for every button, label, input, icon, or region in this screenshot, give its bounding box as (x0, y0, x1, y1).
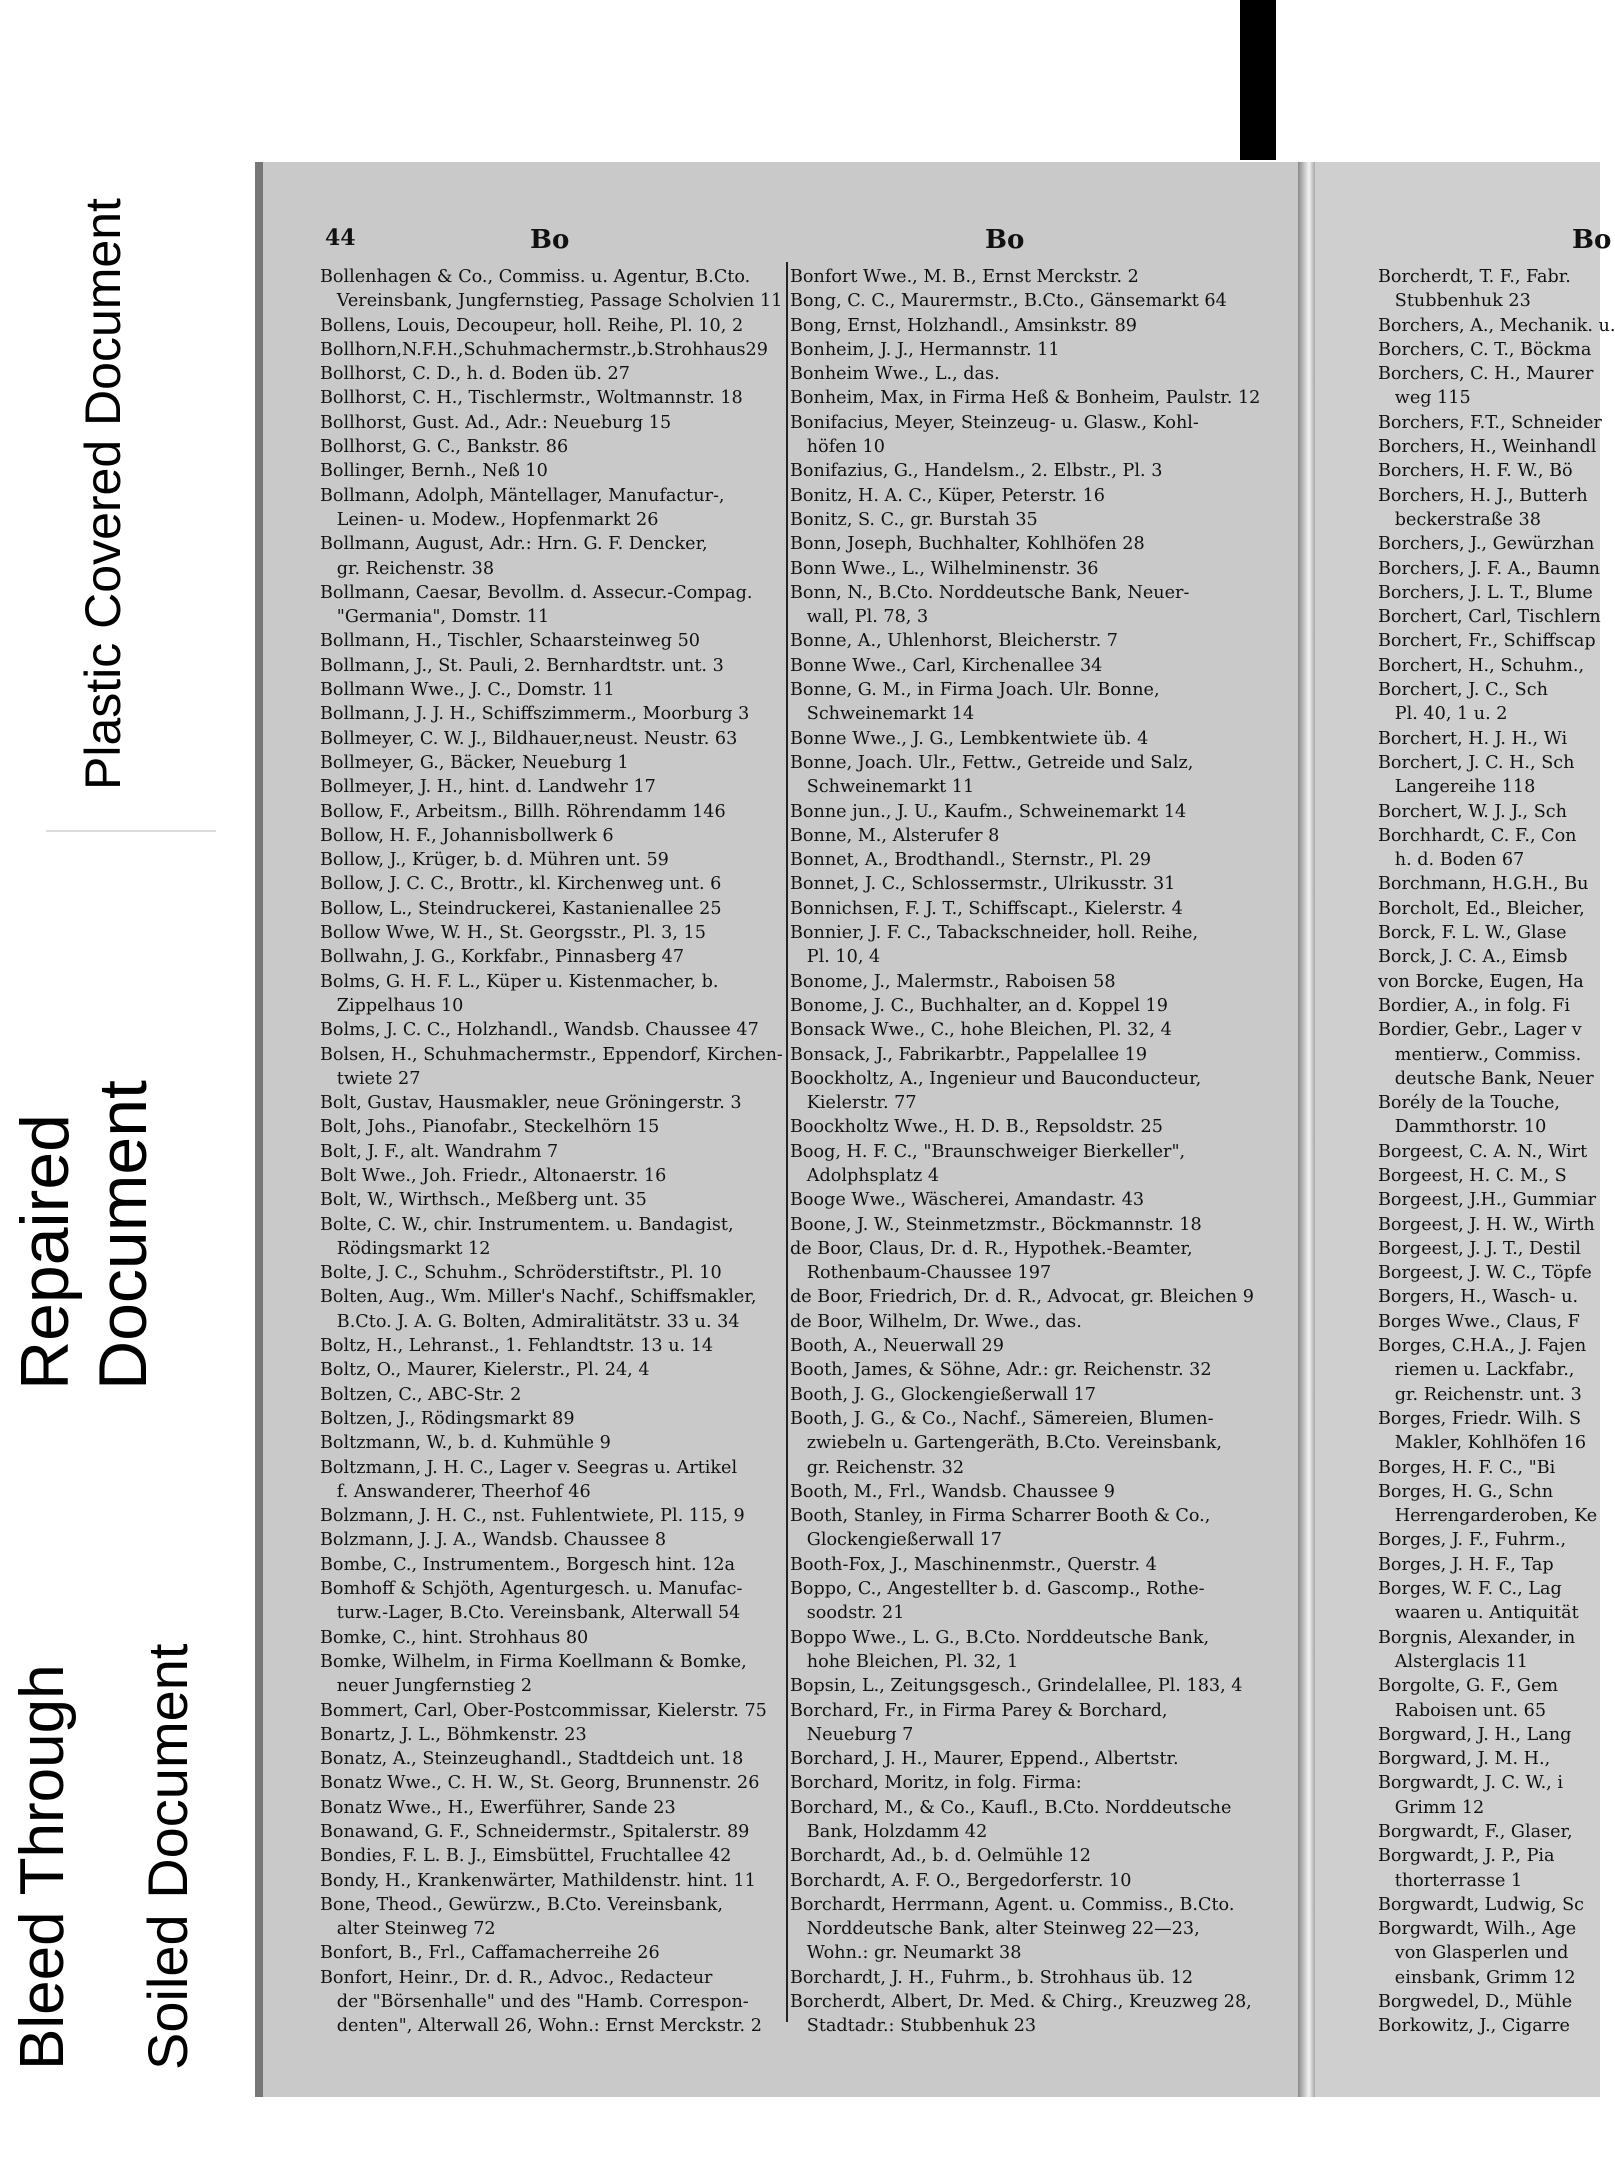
directory-entry-line: Wohn.: gr. Neumarkt 38 (790, 1943, 1022, 1964)
directory-entry-line: Bonnet, A., Brodthandl., Sternstr., Pl. 29 (790, 850, 1152, 871)
directory-entry-line: de Boor, Claus, Dr. d. R., Hypothek.-Beamter, (790, 1238, 1193, 1259)
directory-entry-line: Boltz, H., Lehranst., 1. Fehlandtstr. 13 u. 14 (320, 1336, 714, 1357)
directory-entry-line: Pl. 10, 4 (790, 947, 881, 968)
directory-entry-line: Bonn, Joseph, Buchhalter, Kohlhöfen 28 (790, 534, 1145, 555)
directory-entry-line: Borges, W. F. C., Lag (1378, 1579, 1562, 1600)
directory-entry-line: Borgolte, G. F., Gem (1378, 1676, 1559, 1697)
directory-entry-line: Borgwardt, Ludwig, Sc (1378, 1894, 1584, 1915)
directory-entry-line: beckerstraße 38 (1378, 509, 1541, 530)
directory-entry-line: Bollhorst, C. H., Tischlermstr., Woltmannstr. 18 (320, 388, 743, 409)
directory-entry-line: Bonheim, J. J., Hermannstr. 11 (790, 339, 1060, 360)
directory-entry-line: Boltzen, J., Rödingsmarkt 89 (320, 1408, 575, 1429)
directory-entry-line: von Borcke, Eugen, Ha (1378, 971, 1584, 992)
directory-entry-line: Bollmeyer, J. H., hint. d. Landwehr 17 (320, 777, 656, 798)
directory-entry-line: Borchers, C. H., Maurer (1378, 364, 1594, 385)
directory-entry-line: Bollmann, J. J. H., Schiffszimmerm., Moorburg 3 (320, 704, 750, 725)
directory-entry-line: Borges, J. H. F., Tap (1378, 1554, 1554, 1575)
directory-entry-line: von Glasperlen und (1378, 1943, 1569, 1964)
directory-entry-line: Borchert, Carl, Tischlern (1378, 607, 1601, 628)
directory-entry-line: Boockholtz, A., Ingenieur und Bauconducteur, (790, 1068, 1202, 1089)
directory-entry-line: Boppo, C., Angestellter b. d. Gascomp., Rothe- (790, 1579, 1205, 1600)
directory-entry-line: Borchers, J. L. T., Blume (1378, 582, 1593, 603)
directory-entry-line: Bollwahn, J. G., Korkfabr., Pinnasberg 47 (320, 947, 685, 968)
directory-entry-line: Bank, Holzdamm 42 (790, 1822, 988, 1842)
directory-entry-line: Bonne, Joach. Ulr., Fettw., Getreide und Salz, (790, 752, 1194, 773)
next-page-column (1378, 265, 1615, 2039)
directory-entry-line: Bolsen, H., Schuhmachermstr., Eppendorf, Kirchen- (320, 1044, 783, 1065)
directory-entry-line: Stadtadr.: Stubbenhuk 23 (790, 2016, 1037, 2037)
directory-entry-line: Borchardt, A. F. O., Bergedorferstr. 10 (790, 1870, 1132, 1891)
directory-entry-line: Borchert, Fr., Schiffscap (1378, 631, 1596, 652)
directory-entry-line: Bonne, A., Uhlenhorst, Bleicherstr. 7 (790, 631, 1118, 652)
directory-entry-line: deutsche Bank, Neuer (1378, 1068, 1594, 1089)
directory-entry-line: Boltzmann, W., b. d. Kuhmühle 9 (320, 1433, 611, 1454)
directory-entry-line: h. d. Boden 67 (1378, 850, 1525, 871)
directory-entry-line: Borcherdt, T. F., Fabr. (1378, 267, 1571, 287)
directory-entry-line: Bollmann, Adolph, Mäntellager, Manufactur-, (320, 485, 725, 506)
directory-entry-line: Borges Wwe., Claus, F (1378, 1311, 1580, 1332)
directory-entry-line: einsbank, Grimm 12 (1378, 1967, 1576, 1988)
directory-entry-line: Borgeest, H. C. M., S (1378, 1165, 1567, 1186)
page-number: 44 (325, 225, 356, 251)
directory-entry-line: Bollhorn,N.F.H.,Schuhmachermstr.,b.Strohhaus29 (320, 339, 768, 360)
directory-entry-line: Borchard, M., & Co., Kaufl., B.Cto. Norddeutsche (790, 1797, 1232, 1818)
directory-entry-line: twiete 27 (320, 1068, 421, 1089)
directory-entry-line: Bollow, J., Krüger, b. d. Mühren unt. 59 (320, 850, 669, 871)
directory-entry-line: f. Answanderer, Theerhof 46 (320, 1481, 591, 1502)
directory-entry-line: Bolte, J. C., Schuhm., Schröderstiftstr., Pl. 10 (320, 1263, 722, 1284)
directory-entry-line: Raboisen unt. 65 (1378, 1700, 1547, 1721)
directory-entry-line: höfen 10 (790, 437, 885, 458)
directory-entry-line: Langereihe 118 (1378, 777, 1536, 798)
directory-entry-line: Bong, Ernst, Holzhandl., Amsinkstr. 89 (790, 315, 1138, 336)
directory-entry-line: Bong, C. C., Maurermstr., B.Cto., Gänsemarkt 64 (790, 291, 1227, 312)
directory-entry-line: Stubbenhuk 23 (1378, 291, 1531, 312)
directory-entry-line: Borchhardt, C. F., Con (1378, 825, 1577, 846)
directory-entry-line: Borchers, H. F. W., Bö (1378, 461, 1573, 482)
directory-entry-line: Schweinemarkt 14 (790, 704, 975, 725)
directory-entry-line: weg 115 (1378, 388, 1471, 409)
directory-entry-line: Bordier, A., in folg. Fi (1378, 995, 1570, 1016)
directory-entry-line: Adolphsplatz 4 (790, 1165, 940, 1186)
directory-entry-line: Borges, H. F. C., "Bi (1378, 1457, 1556, 1478)
label-divider-1 (46, 830, 216, 832)
directory-entry-line: Borchard, Moritz, in folg. Firma: (790, 1773, 1082, 1794)
directory-entry-line: Bollenhagen & Co., Commiss. u. Agentur, B.Cto. (320, 267, 751, 287)
directory-entry-line: Borgeest, J. J. T., Destil (1378, 1238, 1581, 1259)
directory-entry-line: Borchers, F.T., Schneider (1378, 412, 1602, 433)
directory-entry-line: Borchardt, J. H., Fuhrm., b. Strohhaus üb. 12 (790, 1967, 1194, 1988)
directory-entry-line: Borgers, H., Wasch- u. (1378, 1287, 1579, 1308)
soiled-label: Soiled Document (136, 1643, 199, 2070)
directory-entry-line: Bonfort, B., Frl., Caffamacherreihe 26 (320, 1943, 660, 1964)
directory-entry-line: Borchard, J. H., Maurer, Eppend., Albertstr. (790, 1749, 1179, 1770)
directory-entry-line: Vereinsbank, Jungfernstieg, Passage Scholvien 11 (320, 291, 783, 312)
directory-entry-line: Booth, A., Neuerwall 29 (790, 1336, 1004, 1357)
directory-entry-line: Booth, Stanley, in Firma Scharrer Booth & Co., (790, 1506, 1211, 1527)
directory-entry-line: B.Cto. J. A. G. Bolten, Admiralitätstr. 33 u. 34 (320, 1311, 740, 1332)
directory-entry-line: Bollmann, H., Tischler, Schaarsteinweg 50 (320, 631, 701, 652)
directory-entry-line: Bonnet, J. C., Schlossermstr., Ulrikusstr. 31 (790, 874, 1176, 895)
directory-entry-line: Bonome, J., Malermstr., Raboisen 58 (790, 971, 1116, 992)
directory-entry-line: Bonifacius, Meyer, Steinzeug- u. Glasw., Kohl- (790, 412, 1199, 433)
directory-entry-line: Alsterglacis 11 (1378, 1651, 1528, 1672)
directory-entry-line: Booge Wwe., Wäscherei, Amandastr. 43 (790, 1190, 1145, 1211)
directory-entry-line: Borgwardt, J. P., Pia (1378, 1846, 1555, 1867)
directory-entry-line: Booth, J. G., & Co., Nachf., Sämereien, Blumen- (790, 1408, 1214, 1429)
directory-entry-line: Bollens, Louis, Decoupeur, holl. Reihe, Pl. 10, 2 (320, 315, 744, 336)
directory-entry-line: Borchers, H., Weinhandl (1378, 437, 1597, 458)
directory-entry-line: waaren u. Antiquität (1378, 1603, 1579, 1624)
directory-entry-line: Borgwedel, D., Mühle (1378, 1992, 1573, 2013)
directory-entry-line: Bonatz Wwe., H., Ewerführer, Sande 23 (320, 1797, 676, 1818)
directory-entry-line: Bolt, J. F., alt. Wandrahm 7 (320, 1141, 559, 1162)
directory-entry-line: Borchardt, Ad., b. d. Oelmühle 12 (790, 1846, 1092, 1867)
directory-entry-line: Bollow Wwe, W. H., St. Georgsstr., Pl. 3, 15 (320, 923, 706, 944)
directory-entry-line: Bomhoff & Schjöth, Agenturgesch. u. Manufac- (320, 1579, 743, 1600)
directory-entry-line: Bollmann, August, Adr.: Hrn. G. F. Dencker, (320, 534, 708, 555)
directory-entry-line: hohe Bleichen, Pl. 32, 1 (790, 1651, 1019, 1672)
repaired-label-text: Repaired Document (7, 1080, 161, 1390)
column-rule (786, 262, 788, 2022)
directory-entry-line: Bondies, F. L. B. J., Eimsbüttel, Fruchtallee 42 (320, 1846, 732, 1867)
directory-entry-line: turw.-Lager, B.Cto. Vereinsbank, Alterwall 54 (320, 1603, 741, 1624)
directory-entry-line: Bombe, C., Instrumentem., Borgesch hint. 12a (320, 1554, 735, 1575)
directory-entry-line: zwiebeln u. Gartengeräth, B.Cto. Vereinsbank, (790, 1433, 1222, 1454)
repaired-label (6, 890, 162, 1390)
directory-entry-line: Bonn Wwe., L., Wilhelminenstr. 36 (790, 558, 1099, 579)
directory-entry-line: Borges, J. F., Fuhrm., (1378, 1530, 1567, 1551)
directory-entry-line: gr. Reichenstr. 38 (320, 558, 495, 579)
directory-entry-line: gr. Reichenstr. 32 (790, 1457, 965, 1478)
directory-entry-line: Boltz, O., Maurer, Kielerstr., Pl. 24, 4 (320, 1360, 650, 1381)
directory-entry-line: Borgeest, J. H. W., Wirth (1378, 1214, 1595, 1235)
directory-entry-line: Borck, J. C. A., Eimsb (1378, 947, 1568, 968)
directory-entry-line: Bopsin, L., Zeitungsgesch., Grindelallee, Pl. 183, 4 (790, 1676, 1243, 1697)
directory-entry-line: Booth, M., Frl., Wandsb. Chaussee 9 (790, 1481, 1115, 1502)
directory-entry-line: Borcholt, Ed., Bleicher, (1378, 898, 1585, 919)
directory-entry-line: Borchert, W. J. J., Sch (1378, 801, 1567, 822)
directory-entry-line: Glockengießerwall 17 (790, 1530, 1002, 1551)
directory-entry-line: "Germania", Domstr. 11 (320, 607, 550, 628)
directory-entry-line: Bomke, Wilhelm, in Firma Koellmann & Bomke, (320, 1651, 747, 1672)
right-column (790, 265, 1268, 2039)
directory-entry-line: Bonfort Wwe., M. B., Ernst Merckstr. 2 (790, 267, 1139, 287)
directory-entry-line: Bollmann, J., St. Pauli, 2. Bernhardtstr. unt. 3 (320, 655, 724, 676)
directory-entry-line: Borges, C.H.A., J. Fajen (1378, 1336, 1587, 1357)
directory-entry-line: Bolms, J. C. C., Holzhandl., Wandsb. Chaussee 47 (320, 1020, 759, 1041)
directory-entry-line: Borgnis, Alexander, in (1378, 1627, 1576, 1648)
directory-entry-line: Borchert, H., Schuhm., (1378, 655, 1585, 676)
directory-entry-line: Bomke, C., hint. Strohhaus 80 (320, 1627, 589, 1648)
label-strip (0, 0, 225, 2177)
directory-entry-line: Bonawand, G. F., Schneidermstr., Spitalerstr. 89 (320, 1822, 750, 1842)
directory-entry-line: wall, Pl. 78, 3 (790, 607, 929, 628)
directory-entry-line: Bolt, W., Wirthsch., Meßberg unt. 35 (320, 1190, 647, 1211)
directory-entry-line: Borgeest, J. W. C., Töpfe (1378, 1263, 1592, 1284)
directory-entry-line: Bolms, G. H. F. L., Küper u. Kistenmacher, b. (320, 971, 719, 992)
directory-entry-line: Borgwardt, J. C. W., i (1378, 1773, 1563, 1794)
directory-entry-line: Bolt Wwe., Joh. Friedr., Altonaerstr. 16 (320, 1165, 667, 1186)
directory-entry-line: Bonfort, Heinr., Dr. d. R., Advoc., Redacteur (320, 1967, 713, 1988)
directory-entry-line: Bolt, Johs., Pianofabr., Steckelhörn 15 (320, 1117, 660, 1138)
directory-entry-line: Bollmeyer, G., Bäcker, Neueburg 1 (320, 752, 629, 773)
directory-entry-line: Kielerstr. 77 (790, 1093, 917, 1114)
directory-entry-line: Bonsack, J., Fabrikarbtr., Pappelallee 19 (790, 1044, 1148, 1065)
directory-entry-line: Bonne jun., J. U., Kaufm., Schweinemarkt 14 (790, 801, 1187, 822)
directory-entry-line: Bonitz, H. A. C., Küper, Peterstr. 16 (790, 485, 1105, 506)
directory-entry-line: Bonnichsen, F. J. T., Schiffscapt., Kielerstr. 4 (790, 898, 1183, 919)
directory-entry-line: Bonifazius, G., Handelsm., 2. Elbstr., Pl. 3 (790, 461, 1163, 482)
directory-entry-line: alter Steinweg 72 (320, 1919, 496, 1940)
directory-entry-line: neuer Jungfernstieg 2 (320, 1676, 533, 1697)
directory-entry-line: Bonn, N., B.Cto. Norddeutsche Bank, Neuer- (790, 582, 1190, 603)
directory-entry-line: Borchers, A., Mechanik. u. (1378, 315, 1615, 336)
directory-entry-line: Booth, J. G., Glockengießerwall 17 (790, 1384, 1096, 1405)
directory-entry-line: Bollow, F., Arbeitsm., Billh. Röhrendamm 146 (320, 801, 726, 822)
directory-entry-line: mentierw., Commiss. (1378, 1044, 1582, 1065)
directory-entry-line: Borgeest, J.H., Gummiar (1378, 1190, 1596, 1211)
directory-entry-line: Borgwardt, F., Glaser, (1378, 1822, 1573, 1842)
directory-entry-line: Neueburg 7 (790, 1724, 914, 1745)
directory-entry-line: Borchers, H. J., Butterh (1378, 485, 1588, 506)
directory-entry-line: Boone, J. W., Steinmetzmstr., Böckmannstr. 18 (790, 1214, 1202, 1235)
directory-entry-line: Boltzmann, J. H. C., Lager v. Seegras u. Artikel (320, 1457, 738, 1478)
directory-entry-line: Pl. 40, 1 u. 2 (1378, 704, 1508, 725)
directory-entry-line: Borély de la Touche, (1378, 1093, 1560, 1114)
directory-entry-line: Bonatz Wwe., C. H. W., St. Georg, Brunnenstr. 26 (320, 1773, 760, 1794)
directory-entry-line: Borgward, J. H., Lang (1378, 1724, 1572, 1745)
directory-entry-line: soodstr. 21 (790, 1603, 905, 1624)
directory-entry-line: riemen u. Lackfabr., (1378, 1360, 1575, 1381)
directory-entry-line: Bolzmann, J. H. C., nst. Fuhlentwiete, Pl. 115, 9 (320, 1506, 745, 1527)
directory-entry-line: Schweinemarkt 11 (790, 777, 975, 798)
directory-entry-line: Bollmann, Caesar, Bevollm. d. Assecur.-Compag. (320, 582, 753, 603)
directory-entry-line: Borchers, J. F. A., Baumn (1378, 558, 1600, 579)
directory-entry-line: Bonne Wwe., Carl, Kirchenallee 34 (790, 655, 1103, 676)
directory-entry-line: Bollow, L., Steindruckerei, Kastanienallee 25 (320, 898, 722, 919)
directory-entry-line: Rödingsmarkt 12 (320, 1238, 491, 1259)
directory-entry-line: Borkowitz, J., Cigarre (1378, 2016, 1570, 2037)
directory-entry-line: Rothenbaum-Chaussee 197 (790, 1263, 1052, 1284)
directory-entry-line: Bone, Theod., Gewürzw., B.Cto. Vereinsbank, (320, 1894, 724, 1915)
directory-entry-line: denten", Alterwall 26, Wohn.: Ernst Merckstr. 2 (320, 2016, 762, 2037)
directory-entry-line: Herrengarderoben, Ke (1378, 1506, 1598, 1527)
directory-entry-line: Bordier, Gebr., Lager v (1378, 1020, 1582, 1041)
directory-entry-line: Borchard, Fr., in Firma Parey & Borchard, (790, 1700, 1168, 1721)
next-page-header: Bo (1572, 225, 1612, 255)
directory-entry-line: Norddeutsche Bank, alter Steinweg 22—23, (790, 1919, 1200, 1940)
directory-entry-line: Borchers, J., Gewürzhan (1378, 534, 1595, 555)
directory-entry-line: Bonnier, J. F. C., Tabackschneider, holl. Reihe, (790, 923, 1199, 944)
directory-entry-line: Makler, Kohlhöfen 16 (1378, 1433, 1587, 1454)
directory-entry-line: Zippelhaus 10 (320, 995, 464, 1016)
directory-entry-line: Booth, James, & Söhne, Adr.: gr. Reichenstr. 32 (790, 1360, 1212, 1381)
directory-entry-line: Boockholtz Wwe., H. D. B., Repsoldstr. 25 (790, 1117, 1163, 1138)
directory-entry-line: Bollmann Wwe., J. C., Domstr. 11 (320, 680, 615, 701)
directory-entry-line: Borges, Friedr. Wilh. S (1378, 1408, 1581, 1429)
directory-entry-line: Bonne, G. M., in Firma Joach. Ulr. Bonne, (790, 680, 1160, 701)
directory-entry-line: Bonome, J. C., Buchhalter, an d. Koppel 19 (790, 995, 1168, 1016)
scan-border-top (1240, 0, 1276, 160)
directory-entry-line: der "Börsenhalle" und des "Hamb. Correspon- (320, 1992, 749, 2013)
directory-entry-line: Bonne, M., Alsterufer 8 (790, 825, 1000, 846)
directory-entry-line: Bollhorst, C. D., h. d. Boden üb. 27 (320, 364, 630, 385)
directory-entry-line: Bonne Wwe., J. G., Lembkentwiete üb. 4 (790, 728, 1149, 749)
directory-entry-line: Borchers, C. T., Böckma (1378, 339, 1592, 360)
directory-entry-line: Borges, H. G., Schn (1378, 1481, 1554, 1502)
bleed-through-label: Bleed Through (8, 1664, 77, 2070)
directory-entry-line: Boltzen, C., ABC-Str. 2 (320, 1384, 522, 1405)
right-column-header: Bo (985, 225, 1025, 255)
directory-entry-line: Borchert, H. J. H., Wi (1378, 728, 1568, 749)
directory-entry-line: Bonheim Wwe., L., das. (790, 364, 1000, 385)
directory-entry-line: Borchardt, Herrmann, Agent. u. Commiss., B.Cto. (790, 1894, 1235, 1915)
directory-entry-line: Bonartz, J. L., Böhmkenstr. 23 (320, 1724, 587, 1745)
directory-entry-line: Bonheim, Max, in Firma Heß & Bonheim, Paulstr. 12 (790, 388, 1261, 409)
directory-entry-line: gr. Reichenstr. unt. 3 (1378, 1384, 1582, 1405)
directory-entry-line: Boppo Wwe., L. G., B.Cto. Norddeutsche Bank, (790, 1627, 1210, 1648)
directory-entry-line: Bollhorst, Gust. Ad., Adr.: Neueburg 15 (320, 412, 672, 433)
plastic-covered-label: Plastic Covered Document (75, 198, 131, 790)
directory-entry-line: thorterrasse 1 (1378, 1870, 1523, 1891)
left-column-header: Bo (530, 225, 570, 255)
directory-entry-line: Bollinger, Bernh., Neß 10 (320, 461, 548, 482)
directory-entry-line: Borchert, J. C. H., Sch (1378, 752, 1575, 773)
directory-entry-line: Borgward, J. M. H., (1378, 1749, 1551, 1770)
directory-entry-line: Booth-Fox, J., Maschinenmstr., Querstr. 4 (790, 1554, 1157, 1575)
directory-entry-line: de Boor, Friedrich, Dr. d. R., Advocat, gr. Bleichen 9 (790, 1287, 1254, 1308)
directory-entry-line: de Boor, Wilhelm, Dr. Wwe., das. (790, 1311, 1082, 1332)
directory-entry-line: Borchert, J. C., Sch (1378, 680, 1548, 701)
directory-entry-line: Borchmann, H.G.H., Bu (1378, 874, 1589, 895)
directory-entry-line: Bollow, H. F., Johannisbollwerk 6 (320, 825, 614, 846)
left-column (320, 265, 782, 2039)
directory-entry-line: Bolte, C. W., chir. Instrumentem. u. Bandagist, (320, 1214, 734, 1235)
directory-entry-line: Bonitz, S. C., gr. Burstah 35 (790, 509, 1038, 530)
directory-entry-line: Bollow, J. C. C., Brottr., kl. Kirchenweg unt. 6 (320, 874, 722, 895)
directory-entry-line: Bonsack Wwe., C., hohe Bleichen, Pl. 32, 4 (790, 1020, 1172, 1041)
directory-entry-line: Borck, F. L. W., Glase (1378, 923, 1567, 944)
directory-entry-line: Bolten, Aug., Wm. Miller's Nachf., Schiffsmakler, (320, 1287, 757, 1308)
directory-entry-line: Leinen- u. Modew., Hopfenmarkt 26 (320, 509, 659, 530)
directory-entry-line: Borgwardt, Wilh., Age (1378, 1919, 1577, 1940)
directory-entry-line: Borcherdt, Albert, Dr. Med. & Chirg., Kreuzweg 28, (790, 1992, 1252, 2013)
directory-entry-line: Borgeest, C. A. N., Wirt (1378, 1141, 1588, 1162)
directory-entry-line: Bonatz, A., Steinzeughandl., Stadtdeich unt. 18 (320, 1749, 744, 1770)
directory-entry-line: Grimm 12 (1378, 1797, 1485, 1818)
directory-entry-line: Bolzmann, J. J. A., Wandsb. Chaussee 8 (320, 1530, 667, 1551)
directory-entry-line: Bondy, H., Krankenwärter, Mathildenstr. hint. 11 (320, 1870, 756, 1891)
directory-entry-line: Bommert, Carl, Ober-Postcommissar, Kielerstr. 75 (320, 1700, 767, 1721)
directory-entry-line: Bollmeyer, C. W. J., Bildhauer,neust. Neustr. 63 (320, 728, 738, 749)
directory-entry-line: Bollhorst, G. C., Bankstr. 86 (320, 437, 569, 458)
directory-entry-line: Dammthorstr. 10 (1378, 1117, 1547, 1138)
directory-entry-line: Boog, H. F. C., "Braunschweiger Bierkeller", (790, 1141, 1186, 1162)
directory-entry-line: Bolt, Gustav, Hausmakler, neue Gröningerstr. 3 (320, 1093, 742, 1114)
